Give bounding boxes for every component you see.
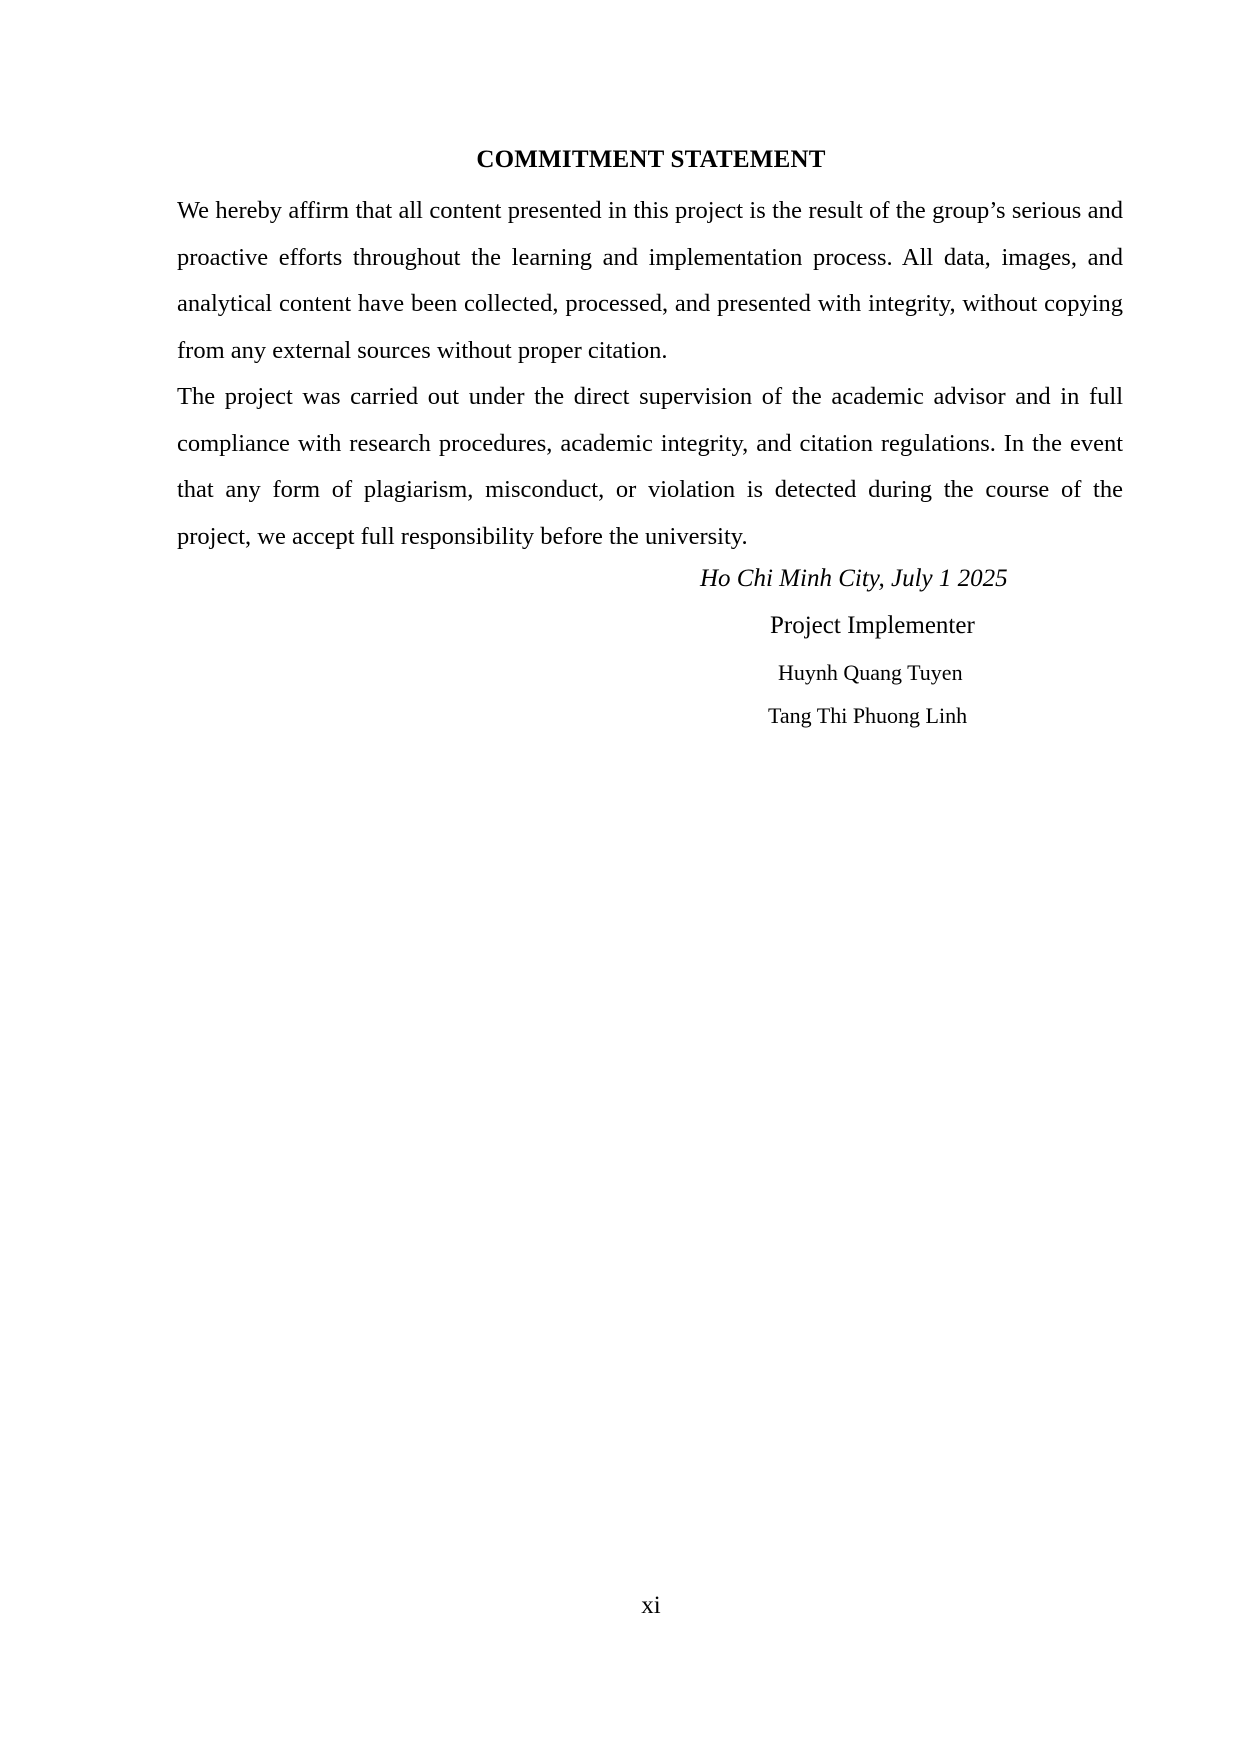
statement-paragraph: We hereby affirm that all content presented in this project is the result of the group’s serious and proactive efforts throughout the learning and implementation process. All data, images, and analytical content have been collected, processed, and presented with integrity, without copying from any external sources without proper citation.	[177, 197, 1123, 364]
signature-name: Tang Thi Phuong Linh	[768, 703, 968, 728]
statement-paragraph: The project was carried out under the direct supervision of the academic advisor and in full compliance with research procedures, academic integrity, and citation regulations. In the event that any form of plagiarism, misconduct, or violation is detected during the course of the project, we accept full responsibility before the university.	[177, 383, 1123, 550]
signature-place-date: Ho Chi Minh City, July 1 2025	[700, 565, 1008, 592]
signature-role: Project Implementer	[770, 612, 975, 639]
signature-name: Huynh Quang Tuyen	[778, 660, 963, 685]
statement-body	[177, 188, 1123, 560]
page-number: xi	[641, 1592, 661, 1619]
page-title: COMMITMENT STATEMENT	[476, 146, 826, 173]
